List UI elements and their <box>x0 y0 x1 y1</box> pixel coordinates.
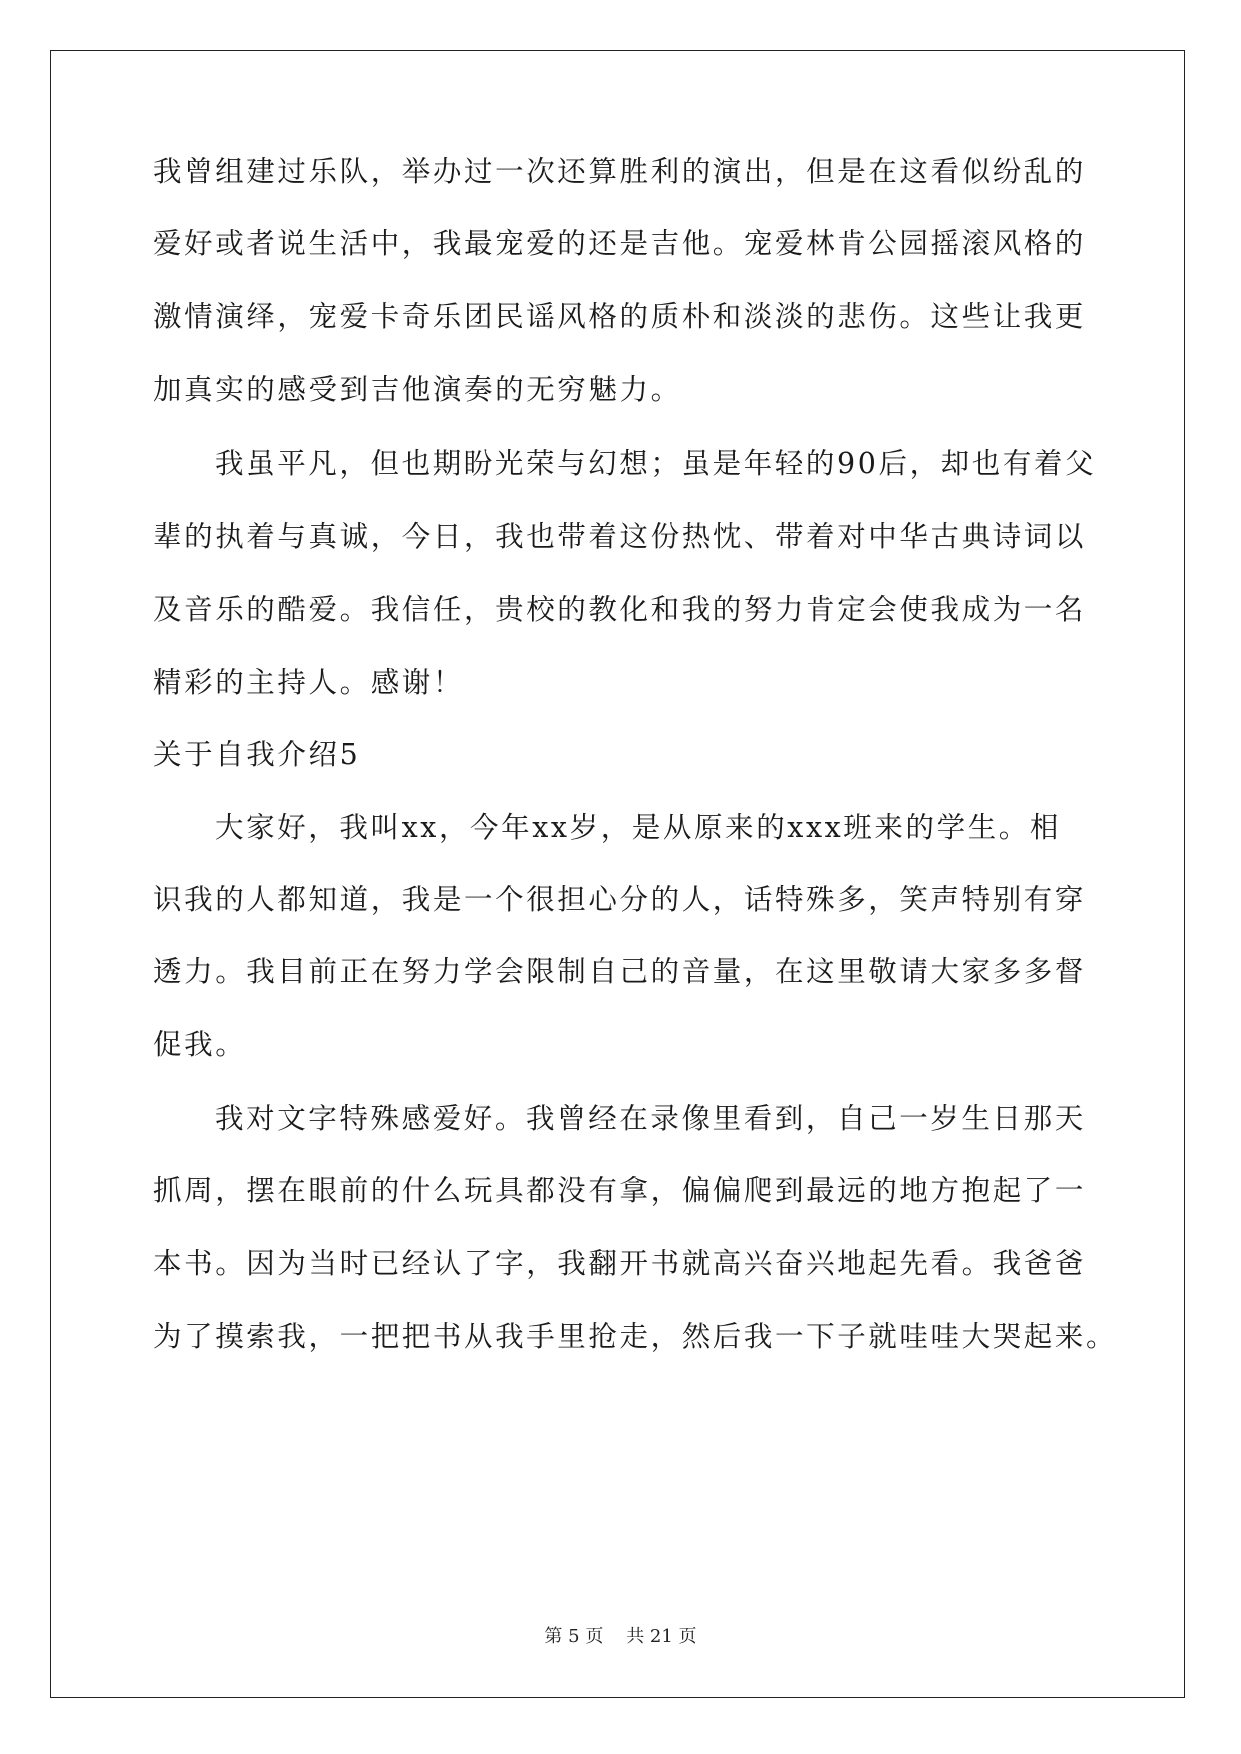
page-number-footer: 第 5 页 共 21 页 <box>544 1626 697 1647</box>
paragraph-line: 我曾组建过乐队，举办过一次还算胜利的演出，但是在这看似纷乱的 <box>153 155 1087 188</box>
paragraph-line: 辈的执着与真诚，今日，我也带着这份热忱、带着对中华古典诗词以 <box>153 520 1087 553</box>
paragraph-line: 激情演绎，宠爱卡奇乐团民谣风格的质朴和淡淡的悲伤。这些让我更 <box>153 300 1087 333</box>
paragraph-line: 识我的人都知道，我是一个很担心分的人，话特殊多，笑声特别有穿 <box>153 883 1087 916</box>
paragraph-line: 促我。 <box>153 1028 247 1061</box>
paragraph-line: 透力。我目前正在努力学会限制自己的音量，在这里敬请大家多多督 <box>153 955 1087 988</box>
paragraph-line: 及音乐的酷爱。我信任，贵校的教化和我的努力肯定会使我成为一名 <box>153 593 1087 626</box>
section-heading: 关于自我介绍5 <box>153 738 361 771</box>
paragraph-line: 抓周，摆在眼前的什么玩具都没有拿，偏偏爬到最远的地方抱起了一 <box>153 1174 1087 1207</box>
paragraph-line: 爱好或者说生活中，我最宠爱的还是吉他。宠爱林肯公园摇滚风格的 <box>153 227 1087 260</box>
paragraph-line: 加真实的感受到吉他演奏的无穷魅力。 <box>153 373 682 406</box>
paragraph-line: 精彩的主持人。感谢！ <box>153 666 465 699</box>
paragraph-line: 为了摸索我，一把把书从我手里抢走，然后我一下子就哇哇大哭起来。 <box>153 1320 1118 1353</box>
paragraph-line: 本书。因为当时已经认了字，我翻开书就高兴奋兴地起先看。我爸爸 <box>153 1247 1087 1280</box>
paragraph-line: 我虽平凡，但也期盼光荣与幻想；虽是年轻的90后，却也有着父 <box>215 447 1097 480</box>
paragraph-line: 大家好，我叫xx，今年xx岁，是从原来的xxx班来的学生。相 <box>215 811 1062 844</box>
paragraph-line: 我对文字特殊感爱好。我曾经在录像里看到，自己一岁生日那天 <box>215 1102 1086 1135</box>
